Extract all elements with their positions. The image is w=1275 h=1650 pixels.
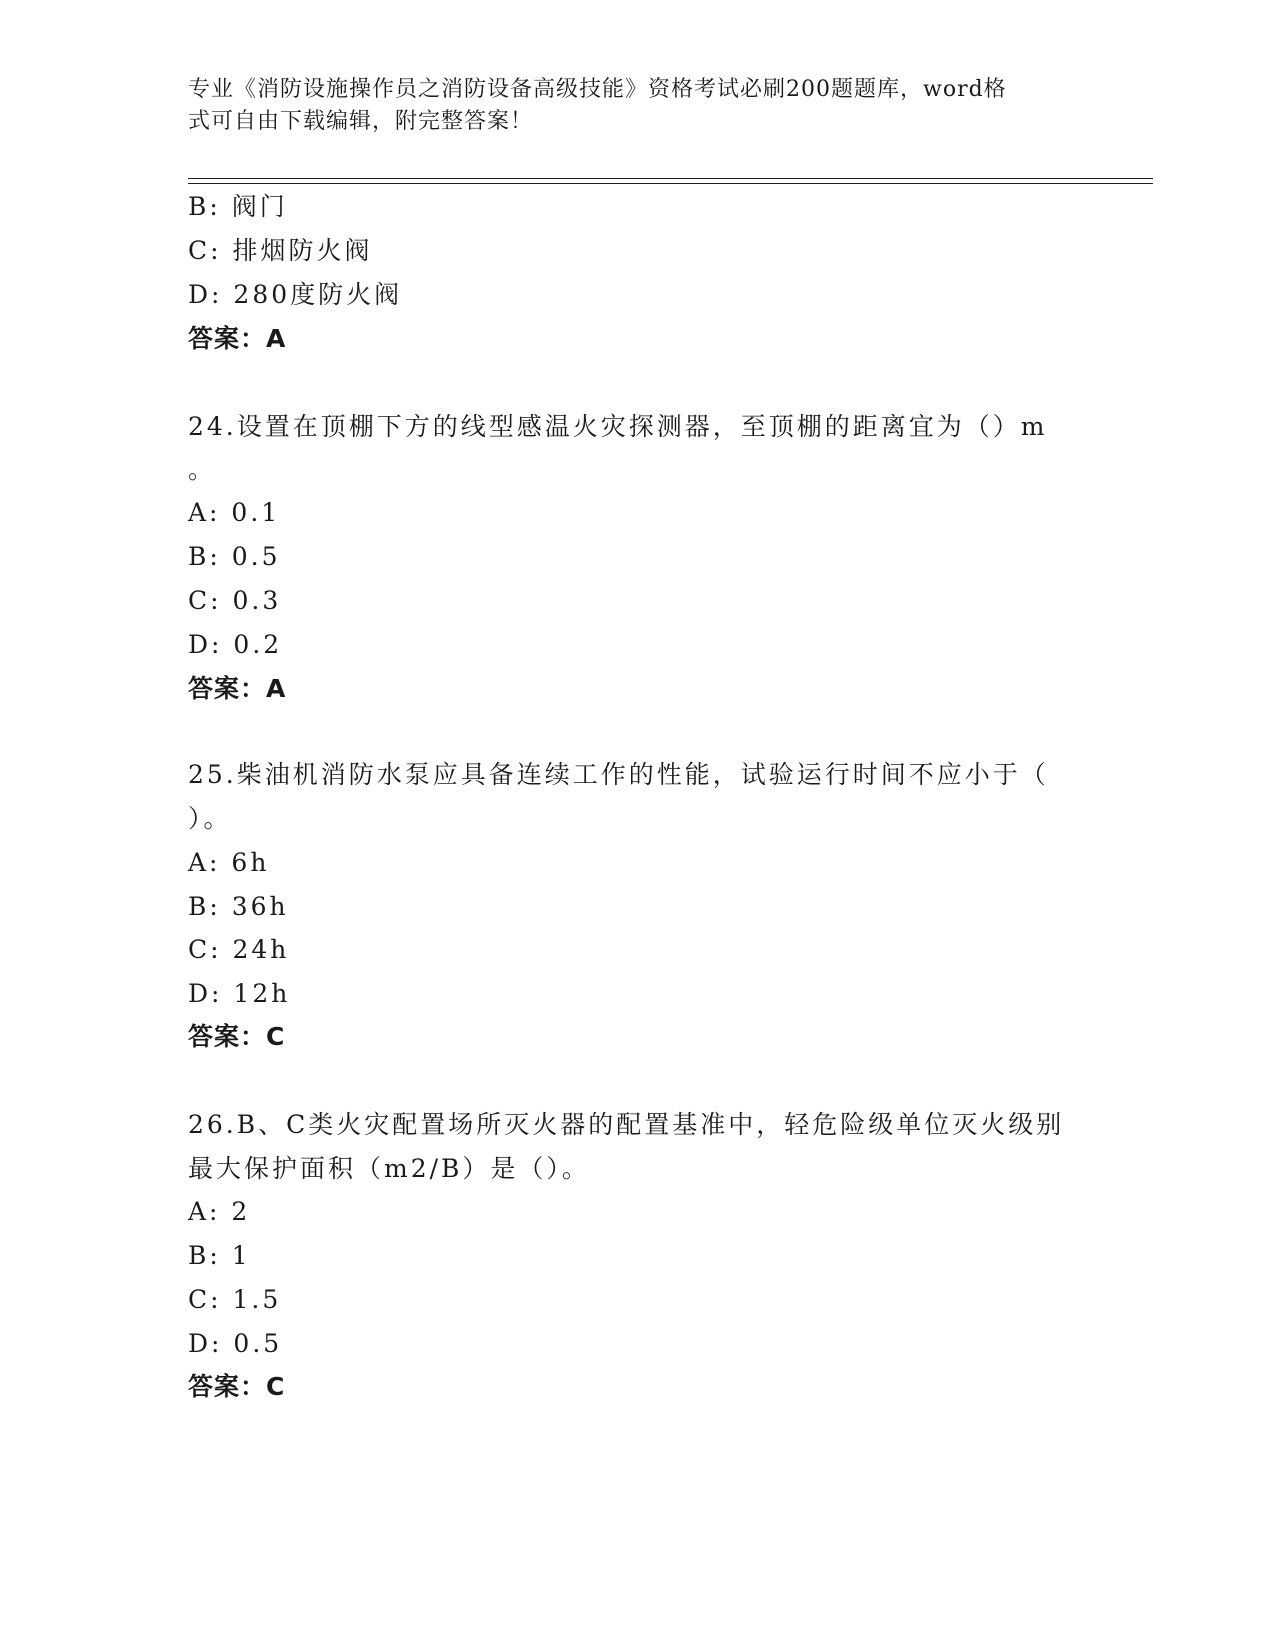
question-stem: 24.设置在顶棚下方的线型感温火灾探测器，至顶棚的距离宜为（）m [188,412,1048,441]
answer: 答案：C [188,1022,286,1051]
option-c: C: 24h [188,935,290,964]
header-divider-top [188,178,1153,179]
option-d: D: 0.5 [188,1329,283,1358]
option-b: B: 阀门 [188,192,288,221]
option-d: D: 280度防火阀 [188,280,403,309]
option-a: A: 0.1 [188,498,281,527]
question-stem: 25.柴油机消防水泵应具备连续工作的性能，试验运行时间不应小于（ [188,760,1049,789]
answer: 答案：A [188,324,287,353]
option-d: D: 0.2 [188,630,283,659]
question-stem-cont: 。 [188,455,217,484]
option-b: B: 1 [188,1241,251,1270]
option-b: B: 36h [188,892,289,921]
option-b: B: 0.5 [188,542,281,571]
option-c: C: 0.3 [188,586,282,615]
question-stem-cont: ）。 [188,804,232,833]
answer: 答案：C [188,1372,286,1401]
option-c: C: 排烟防火阀 [188,236,373,265]
option-c: C: 1.5 [188,1285,282,1314]
header-line-2: 式可自由下载编辑，附完整答案！ [188,109,534,134]
answer: 答案：A [188,674,287,703]
option-d: D: 12h [188,979,291,1008]
header-line-1: 专业《消防设施操作员之消防设备高级技能》资格考试必刷200题题库，word格 [188,77,1007,102]
question-stem: 26.B、C类火灾配置场所灭火器的配置基准中，轻危险级单位灭火级别 [188,1110,1065,1139]
document-header [188,74,1088,138]
option-a: A: 6h [188,848,270,877]
option-a: A: 2 [188,1197,251,1226]
question-stem-cont: 最大保护面积（m2/B）是（）。 [188,1154,590,1183]
header-divider-bottom [188,183,1153,184]
